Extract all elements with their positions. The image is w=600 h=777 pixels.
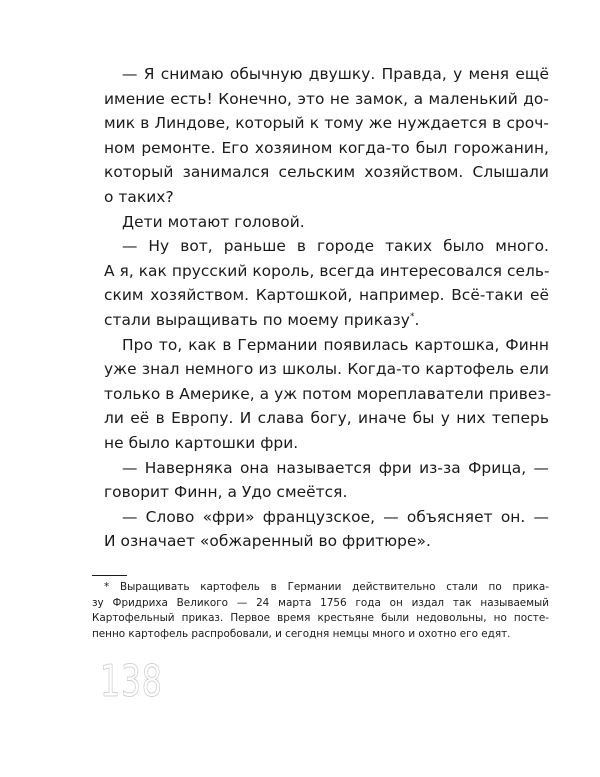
text-line: ном ремонте. Его хозяином когда-то был горожанин, (104, 138, 549, 157)
body-text (104, 62, 552, 554)
footnote-marker: * (409, 311, 415, 322)
text-line: имение есть! Конечно, это не замок, а маленький до- (104, 89, 549, 108)
text-line: ским хозяйством. Картошкой, например. Всё-таки её (104, 286, 549, 305)
text-line: мик в Линдове, который к тому же нуждается в сроч- (104, 114, 549, 133)
footnote-line: Картофельный приказ. Первое время крестьяне были недовольны, но постe- (92, 612, 549, 624)
text-line: уже знал немного из школы. Когда-то картофель ели (104, 360, 549, 379)
text-line: А я, как прусский король, всегда интересовался сель- (104, 261, 550, 280)
text-line: который занимался сельским хозяйством. Слышали (104, 163, 549, 182)
page-number: 138 (100, 656, 163, 707)
text-line: не было картошки фри. (104, 433, 299, 452)
text-line: — Наверняка она называется фри из-за Фрица, — (122, 458, 549, 477)
text-line: только в Америке, а уж потом мореплаватели привез- (104, 384, 552, 403)
text-line: ли её в Европу. И слава богу, иначе бы у них теперь (104, 409, 549, 428)
text-line: — Слово «фри» французское, — объясняет он. — (122, 507, 549, 526)
text-line: о таких? (104, 187, 174, 206)
text-line-with-footnote-ref: стали выращивать по моему приказу*. (104, 310, 420, 329)
footnote-line: зу Фридриха Великого — 24 марта 1756 года он издал так называемый (92, 596, 549, 609)
text-line: Дети мотают головой. (122, 212, 305, 231)
text-line: стали выращивать по моему приказу (104, 310, 410, 329)
footnote-line: * Выращивать картофель в Германии действительно стали по прика- (104, 581, 549, 593)
text-line: — Ну вот, раньше в городе таких было много. (122, 237, 549, 256)
footnote-divider (92, 575, 127, 576)
text-line: И означает «обжаренный во фритюре». (104, 532, 431, 551)
text-line: говорит Финн, а Удо смеётся. (104, 483, 348, 502)
text-line: Про то, как в Германии появилась картошка, Финн (122, 335, 549, 354)
footnote-line: пенно картофель распробовали, и сегодня немцы много и охотно его едят. (92, 627, 511, 640)
text-line: — Я снимаю обычную двушку. Правда, у меня ещё (122, 65, 549, 83)
footnote (92, 580, 549, 642)
